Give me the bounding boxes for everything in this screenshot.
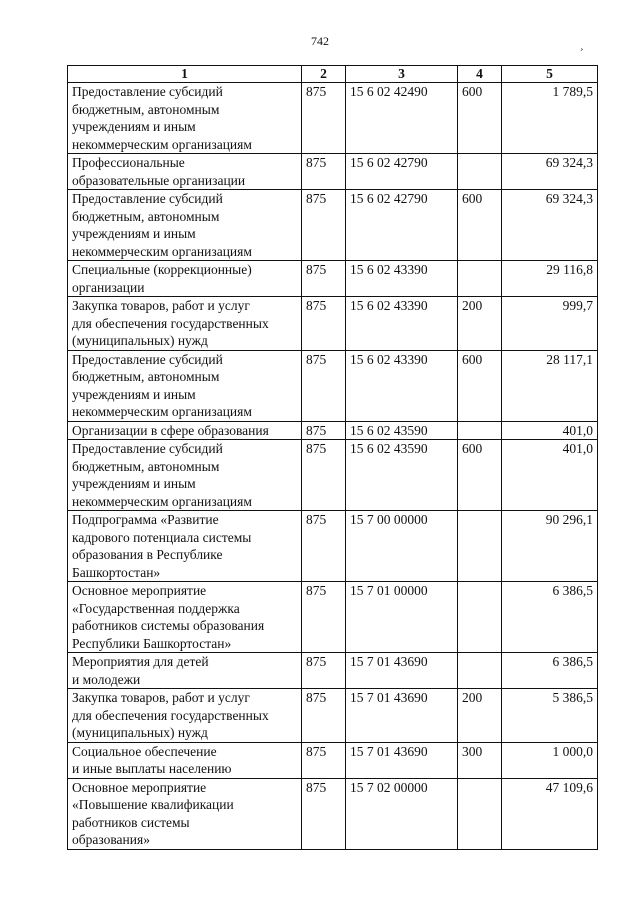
column-header: 5 [502, 66, 598, 83]
cell-target-code: 15 7 01 43690 [346, 742, 458, 778]
page-number: 742 [311, 34, 329, 48]
cell-amount: 69 324,3 [502, 154, 598, 190]
cell-ved-code: 875 [302, 190, 346, 261]
cell-target-code: 15 6 02 43390 [346, 261, 458, 297]
cell-amount: 29 116,8 [502, 261, 598, 297]
table-row [68, 689, 598, 743]
column-header: 2 [302, 66, 346, 83]
cell-expense-type: 600 [458, 83, 502, 154]
cell-ved-code: 875 [302, 154, 346, 190]
cell-expense-type: 600 [458, 350, 502, 421]
table-row [68, 582, 598, 653]
cell-name: Специальные (коррекционные) организации [68, 261, 302, 297]
cell-target-code: 15 6 02 43590 [346, 440, 458, 511]
cell-name: Предоставление субсидий бюджетным, автономным учреждениям и иным некоммерческим организациям [68, 350, 302, 421]
table-row [68, 297, 598, 351]
cell-name: Социальное обеспечение и иные выплаты населению [68, 742, 302, 778]
cell-name: Мероприятия для детей и молодежи [68, 653, 302, 689]
table-row [68, 440, 598, 511]
cell-ved-code: 875 [302, 297, 346, 351]
cell-ved-code: 875 [302, 582, 346, 653]
cell-expense-type [458, 778, 502, 849]
cell-amount: 1 789,5 [502, 83, 598, 154]
cell-ved-code: 875 [302, 689, 346, 743]
cell-amount: 47 109,6 [502, 778, 598, 849]
cell-name: Организации в сфере образования [68, 421, 302, 440]
cell-ved-code: 875 [302, 261, 346, 297]
cell-expense-type: 200 [458, 297, 502, 351]
cell-amount: 401,0 [502, 440, 598, 511]
cell-name: Предоставление субсидий бюджетным, автономным учреждениям и иным некоммерческим организациям [68, 190, 302, 261]
table-row [68, 190, 598, 261]
column-header: 3 [346, 66, 458, 83]
cell-expense-type [458, 582, 502, 653]
table-row [68, 742, 598, 778]
cell-target-code: 15 6 02 42790 [346, 190, 458, 261]
table-row [68, 653, 598, 689]
cell-amount: 5 386,5 [502, 689, 598, 743]
cell-target-code: 15 6 02 43590 [346, 421, 458, 440]
cell-amount: 69 324,3 [502, 190, 598, 261]
cell-target-code: 15 7 00 00000 [346, 511, 458, 582]
cell-target-code: 15 6 02 42790 [346, 154, 458, 190]
cell-target-code: 15 6 02 42490 [346, 83, 458, 154]
cell-ved-code: 875 [302, 511, 346, 582]
cell-name: Закупка товаров, работ и услуг для обеспечения государственных (муниципальных) нужд [68, 689, 302, 743]
budget-table [67, 65, 598, 850]
table-row [68, 154, 598, 190]
cell-name: Основное мероприятие «Государственная поддержка работников системы образования Республики Башкортостан» [68, 582, 302, 653]
column-header: 1 [68, 66, 302, 83]
cell-ved-code: 875 [302, 742, 346, 778]
table-body [68, 83, 598, 850]
cell-name: Закупка товаров, работ и услуг для обеспечения государственных (муниципальных) нужд [68, 297, 302, 351]
cell-ved-code: 875 [302, 778, 346, 849]
cell-name: Подпрограмма «Развитие кадрового потенциала системы образования в Республике Башкортостан» [68, 511, 302, 582]
table-row [68, 261, 598, 297]
table-row [68, 83, 598, 154]
cell-amount: 28 117,1 [502, 350, 598, 421]
cell-target-code: 15 7 01 00000 [346, 582, 458, 653]
cell-target-code: 15 7 01 43690 [346, 689, 458, 743]
cell-name: Профессиональные образовательные организации [68, 154, 302, 190]
cell-expense-type: 200 [458, 689, 502, 743]
cell-amount: 401,0 [502, 421, 598, 440]
cell-expense-type: 600 [458, 440, 502, 511]
cell-expense-type: 300 [458, 742, 502, 778]
cell-name: Предоставление субсидий бюджетным, автономным учреждениям и иным некоммерческим организациям [68, 83, 302, 154]
header-row [68, 66, 598, 83]
cell-expense-type [458, 653, 502, 689]
cell-target-code: 15 7 02 00000 [346, 778, 458, 849]
table-row [68, 511, 598, 582]
cell-amount: 999,7 [502, 297, 598, 351]
cell-ved-code: 875 [302, 350, 346, 421]
cell-target-code: 15 6 02 43390 [346, 297, 458, 351]
cell-expense-type [458, 261, 502, 297]
cell-expense-type [458, 511, 502, 582]
cell-amount: 90 296,1 [502, 511, 598, 582]
table-row [68, 421, 598, 440]
cell-expense-type: 600 [458, 190, 502, 261]
cell-amount: 6 386,5 [502, 653, 598, 689]
cell-ved-code: 875 [302, 421, 346, 440]
cell-target-code: 15 7 01 43690 [346, 653, 458, 689]
cell-ved-code: 875 [302, 83, 346, 154]
table-row [68, 350, 598, 421]
cell-ved-code: 875 [302, 653, 346, 689]
cell-amount: 6 386,5 [502, 582, 598, 653]
cell-expense-type [458, 421, 502, 440]
cell-expense-type [458, 154, 502, 190]
cell-amount: 1 000,0 [502, 742, 598, 778]
cell-target-code: 15 6 02 43390 [346, 350, 458, 421]
table-row [68, 778, 598, 849]
column-header: 4 [458, 66, 502, 83]
cell-name: Основное мероприятие «Повышение квалификации работников системы образования» [68, 778, 302, 849]
cell-ved-code: 875 [302, 440, 346, 511]
cell-name: Предоставление субсидий бюджетным, автономным учреждениям и иным некоммерческим организациям [68, 440, 302, 511]
corner-mark: ¸ [580, 40, 584, 51]
